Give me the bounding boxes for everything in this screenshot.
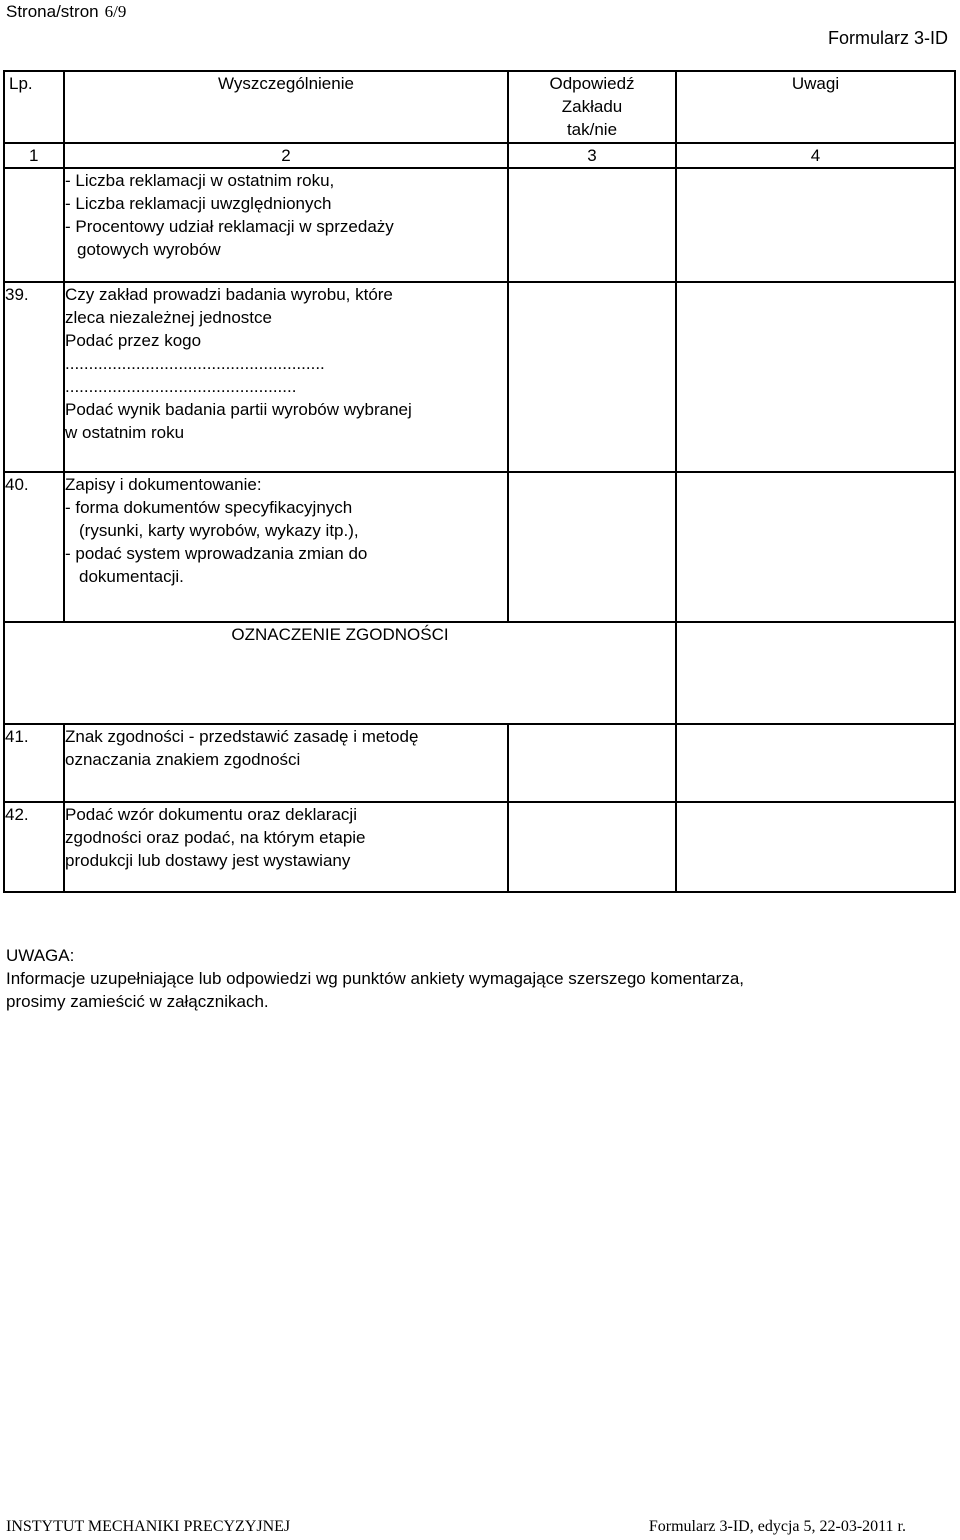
remarks-cell[interactable] <box>676 622 955 724</box>
header-remarks: Uwagi <box>676 71 955 143</box>
note-block <box>6 944 744 1013</box>
section-row <box>4 622 955 724</box>
table-row <box>4 802 955 892</box>
answer-cell[interactable] <box>508 168 676 282</box>
row-description <box>64 472 508 622</box>
note-title: UWAGA: <box>6 946 75 965</box>
remarks-cell[interactable] <box>676 802 955 892</box>
row-line: - Liczba reklamacji w ostatnim roku, <box>65 171 335 190</box>
row-line: Podać przez kogo <box>65 331 202 350</box>
column-number: 4 <box>676 143 955 168</box>
remarks-cell[interactable] <box>676 168 955 282</box>
header-lp: Lp. <box>4 71 64 143</box>
table-row <box>4 724 955 802</box>
row-line: Podać wzór dokumentu oraz deklaracji <box>65 805 357 824</box>
row-line: Czy zakład prowadzi badania wyrobu, które <box>65 285 393 304</box>
remarks-cell[interactable] <box>676 724 955 802</box>
row-line: Zapisy i dokumentowanie: <box>65 475 262 494</box>
questionnaire-table <box>3 70 956 893</box>
answer-cell[interactable] <box>508 802 676 892</box>
table-row <box>4 472 955 622</box>
row-line: Podać wynik badania partii wyrobów wybranej <box>65 400 412 419</box>
table-header-row <box>4 71 955 143</box>
page-number: 6/9 <box>104 2 127 21</box>
row-number: 42. <box>4 802 64 892</box>
row-number: 41. <box>4 724 64 802</box>
row-line: - podać system wprowadzania zmian do <box>65 544 368 563</box>
footer-institute: INSTYTUT MECHANIKI PRECYZYJNEJ <box>6 1518 291 1535</box>
page-label-text: Strona/stron <box>6 2 99 21</box>
column-number: 3 <box>508 143 676 168</box>
header-answer-line: tak/nie <box>566 120 618 139</box>
row-number: 39. <box>4 282 64 472</box>
row-line: w ostatnim roku <box>65 423 185 442</box>
note-line: prosimy zamieścić w załącznikach. <box>6 992 269 1011</box>
footer-edition: Formularz 3-ID, edycja 5, 22-03-2011 r. <box>648 1518 906 1535</box>
row-line: dokumentacji. <box>79 567 184 586</box>
row-number: 40. <box>4 472 64 622</box>
header-description: Wyszczególnienie <box>64 71 508 143</box>
row-line: Znak zgodności - przedstawić zasadę i metodę <box>65 727 419 746</box>
row-line: produkcji lub dostawy jest wystawiany <box>65 851 351 870</box>
row-description <box>64 802 508 892</box>
remarks-cell[interactable] <box>676 472 955 622</box>
row-number <box>4 168 64 282</box>
header-answer-line: Odpowiedź <box>549 74 635 93</box>
row-description <box>64 168 508 282</box>
row-line: zleca niezależnej jednostce <box>65 308 272 327</box>
row-description <box>64 724 508 802</box>
row-description <box>64 282 508 472</box>
section-title: OZNACZENIE ZGODNOŚCI <box>4 622 676 724</box>
column-number: 2 <box>64 143 508 168</box>
row-line: gotowych wyrobów <box>77 240 221 259</box>
note-line: Informacje uzupełniające lub odpowiedzi wg punktów ankiety wymagające szerszego komentarza, <box>6 969 745 988</box>
row-line: oznaczania znakiem zgodności <box>65 750 301 769</box>
row-line: zgodności oraz podać, na którym etapie <box>65 828 366 847</box>
answer-cell[interactable] <box>508 472 676 622</box>
remarks-cell[interactable] <box>676 282 955 472</box>
fill-in-dots: ................................................. <box>65 377 297 396</box>
column-number-row <box>4 143 955 168</box>
page-counter <box>6 2 126 22</box>
table-row <box>4 168 955 282</box>
row-line: - Liczba reklamacji uwzględnionych <box>65 194 332 213</box>
answer-cell[interactable] <box>508 282 676 472</box>
header-answer-line: Zakładu <box>561 97 623 116</box>
row-line: - forma dokumentów specyfikacyjnych <box>65 498 353 517</box>
form-id: Formularz 3-ID <box>827 28 948 48</box>
column-number: 1 <box>4 143 64 168</box>
row-line: - Procentowy udział reklamacji w sprzedaży <box>65 217 394 236</box>
row-line: (rysunki, karty wyrobów, wykazy itp.), <box>79 521 359 540</box>
header-answer <box>508 71 676 143</box>
answer-cell[interactable] <box>508 724 676 802</box>
fill-in-dots: ....................................................... <box>65 354 325 373</box>
table-row <box>4 282 955 472</box>
